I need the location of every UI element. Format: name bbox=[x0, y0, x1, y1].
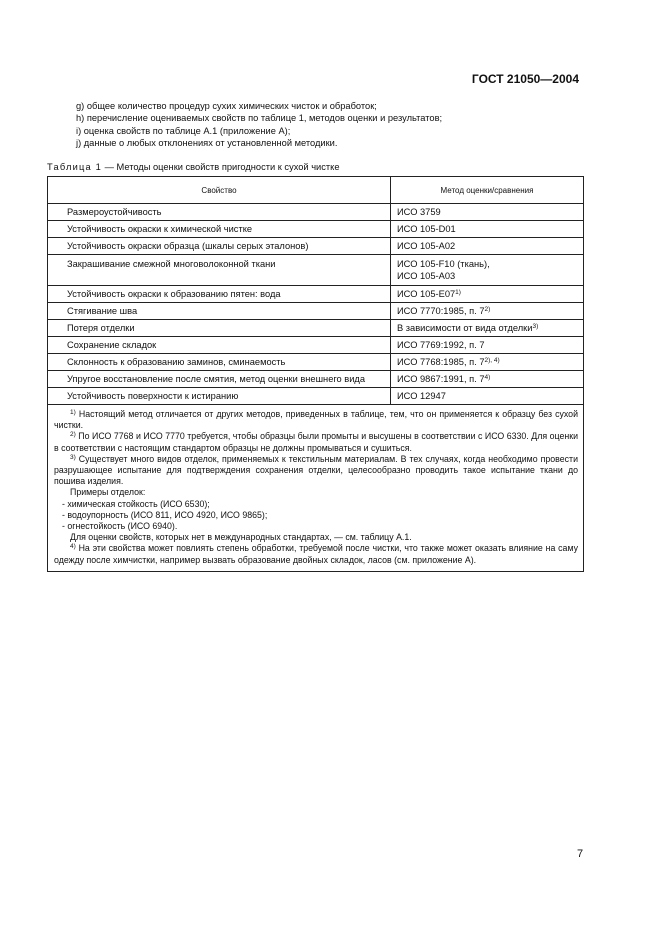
page-number: 7 bbox=[577, 848, 584, 860]
method-text: ИСО 7770:1985, п. 7 bbox=[397, 306, 485, 316]
footnote-ref: 4) bbox=[484, 374, 491, 381]
table-row bbox=[48, 320, 584, 337]
method-text: ИСО 105-А02 bbox=[397, 241, 456, 251]
table-row bbox=[48, 238, 584, 255]
footnote-text: Существует много видов отделок, применяемых к текстильным материалам. В тех случаях, когда необходимо провести разрушающее испытание для подтверждения сохранения отделки, целесообразно проводить такое испытание ткани до пошива изделия. bbox=[54, 453, 578, 487]
list-item: g) общее количество процедур сухих химических чисток и обработок; bbox=[76, 101, 377, 111]
method-cell bbox=[391, 303, 584, 320]
property-cell: Устойчивость окраски к химической чистке bbox=[48, 221, 391, 238]
property-cell: Стягивание шва bbox=[48, 303, 391, 320]
footnote-ref: 2), 4) bbox=[484, 357, 500, 364]
property-cell: Сохранение складок bbox=[48, 337, 391, 354]
list-item: j) данные о любых отклонениях от установленной методики. bbox=[76, 138, 338, 149]
table-row bbox=[48, 204, 584, 221]
examples-title: Примеры отделок: bbox=[70, 487, 146, 498]
table-notes-row bbox=[48, 405, 584, 572]
table-row bbox=[48, 255, 584, 286]
method-cell bbox=[391, 320, 584, 337]
table-caption-label: Таблица 1 bbox=[47, 162, 103, 172]
footnote-ref: 3) bbox=[532, 323, 539, 330]
property-cell: Потеря отделки bbox=[48, 320, 391, 337]
list-item: h) перечисление оцениваемых свойств по таблице 1, методов оценки и результатов; bbox=[76, 113, 443, 124]
table-row bbox=[48, 221, 584, 238]
methods-table bbox=[47, 176, 584, 572]
table-row bbox=[48, 354, 584, 371]
footnote-ref: 2) bbox=[484, 306, 491, 313]
table-row bbox=[48, 371, 584, 388]
column-header-method: Метод оценки/сравнения bbox=[391, 177, 584, 204]
method-cell bbox=[391, 388, 584, 405]
example-item: - химическая стойкость (ИСО 6530); bbox=[62, 498, 210, 509]
list-item: i) оценка свойств по таблице А.1 (приложение А); bbox=[76, 125, 291, 136]
property-cell: Склонность к образованию заминов, сминаемость bbox=[48, 354, 391, 371]
footnote-4 bbox=[54, 543, 578, 565]
property-cell: Закрашивание смежной многоволоконной ткани bbox=[48, 255, 391, 286]
property-cell: Упругое восстановление после смятия, метод оценки внешнего вида bbox=[48, 371, 391, 388]
method-text: ИСО 3759 bbox=[397, 207, 441, 217]
document-header: ГОСТ 21050—2004 bbox=[471, 72, 579, 86]
international-note: Для оценки свойств, которых нет в международных стандартах, — см. таблицу А.1. bbox=[70, 532, 412, 543]
method-text-2: ИСО 105-А03 bbox=[397, 271, 456, 281]
requirements-list bbox=[76, 100, 596, 150]
method-cell bbox=[391, 354, 584, 371]
footnote-mark: 1) bbox=[70, 409, 76, 416]
footnote-1 bbox=[54, 409, 578, 431]
method-cell bbox=[391, 238, 584, 255]
method-text: ИСО 105-F10 (ткань), bbox=[397, 259, 490, 269]
method-cell bbox=[391, 371, 584, 388]
footnote-mark: 4) bbox=[70, 543, 76, 551]
table-row bbox=[48, 337, 584, 354]
footnote-ref: 1) bbox=[455, 289, 461, 296]
method-text: ИСО 9867:1991, п. 7 bbox=[397, 374, 485, 384]
table-row bbox=[48, 286, 584, 303]
table-caption-text: — Методы оценки свойств пригодности к сухой чистке bbox=[102, 162, 340, 172]
footnote-3 bbox=[54, 454, 578, 488]
property-cell: Размероустойчивость bbox=[48, 204, 391, 221]
example-item: - водоупорность (ИСО 811, ИСО 4920, ИСО 9865); bbox=[62, 509, 268, 520]
method-cell bbox=[391, 255, 584, 286]
method-text: ИСО 7768:1985, п. 7 bbox=[397, 357, 485, 367]
table-header-row bbox=[48, 177, 584, 204]
method-text: ИСО 12947 bbox=[397, 391, 446, 401]
method-text: ИСО 105-D01 bbox=[397, 224, 456, 234]
method-cell bbox=[391, 204, 584, 221]
method-cell bbox=[391, 221, 584, 238]
footnote-mark: 2) bbox=[70, 431, 76, 439]
method-cell bbox=[391, 337, 584, 354]
footnote-text: Настоящий метод отличается от других методов, приведенных в таблице, тем, что он применяется к образцу без сухой чистки. bbox=[54, 409, 578, 431]
property-cell: Устойчивость окраски образца (шкалы серых эталонов) bbox=[48, 238, 391, 255]
example-item: - огнестойкость (ИСО 6940). bbox=[62, 521, 178, 532]
method-text: ИСО 105-Е07 bbox=[397, 289, 456, 299]
property-cell: Устойчивость окраски к образованию пятен: вода bbox=[48, 286, 391, 303]
table-caption bbox=[47, 162, 340, 172]
table-row bbox=[48, 388, 584, 405]
column-header-property: Свойство bbox=[48, 177, 391, 204]
method-cell bbox=[391, 286, 584, 303]
footnote-2 bbox=[54, 431, 578, 453]
method-text: ИСО 7769:1992, п. 7 bbox=[397, 340, 485, 350]
footnote-text: На эти свойства может повлиять степень обработки, требуемой после чистки, что также может оказать влияние на саму одежду после химчистки, например вызвать образование двойных складок, ласов (см. приложение А). bbox=[54, 543, 578, 565]
method-text: В зависимости от вида отделки bbox=[397, 323, 533, 333]
table-notes bbox=[48, 405, 584, 572]
table-row bbox=[48, 303, 584, 320]
footnote-text: По ИСО 7768 и ИСО 7770 требуется, чтобы образцы были промыты и высушены в соответствии с ИСО 6330. Для оценки в соответствии с настоящим стандартом образцы не должны промываться и сушиться. bbox=[54, 431, 578, 453]
footnote-mark: 3) bbox=[70, 453, 76, 461]
property-cell: Устойчивость поверхности к истиранию bbox=[48, 388, 391, 405]
